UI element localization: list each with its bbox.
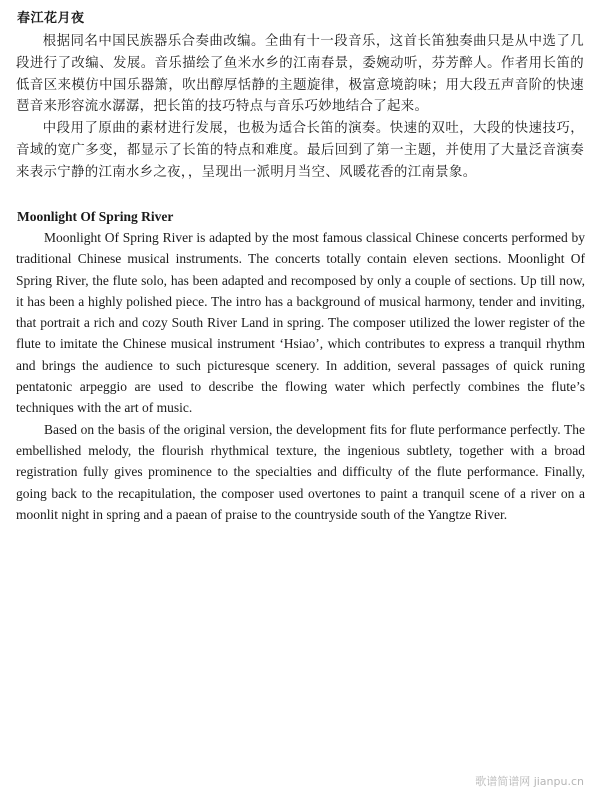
site-watermark: 歌谱简谱网 jianpu.cn: [475, 775, 584, 788]
english-paragraph-2: Based on the basis of the original version, the development fits for flute performance perfectly. The embellished melody, the flourish rhythmical texture, the ingenious subtlety, together with a broad registration fully gives prominence to the specialties and difficulty of the flute performance. Finally, going back to the recapitulation, the composer used overtones to paint a tranquil scene of a river on a moonlit night in spring and a paean of praise to the countryside south of the Yangtze River.: [16, 421, 585, 522]
english-body: [16, 227, 585, 525]
chinese-title: 春江花月夜: [17, 10, 85, 25]
chinese-paragraph-2: 中段用了原曲的素材进行发展，也极为适合长笛的演奏。快速的双吐，大段的快速技巧，音域的宽广多变，都显示了长笛的特点和难度。最后回到了第一主题，并使用了大量泛音演奏来表示宁静的江南水乡之夜，，呈现出一派明月当空、风暖花香的江南景象。: [16, 120, 584, 179]
english-title: Moonlight Of Spring River: [17, 209, 174, 224]
chinese-paragraph-1: 根据同名中国民族器乐合奏曲改编。全曲有十一段音乐，这首长笛独奏曲只是从中选了几段进行了改编、发展。音乐描绘了鱼米水乡的江南春景，委婉动听，芬芳醉人。作者用长笛的低音区来模仿中国乐器箫，吹出醇厚恬静的主题旋律，极富意境韵味；用大段五声音阶的快速琶音来形容流水潺潺，把长笛的技巧特点与音乐巧妙地结合了起来。: [16, 33, 584, 114]
english-paragraph-1: Moonlight Of Spring River is adapted by the most famous classical Chinese concerts performed by traditional Chinese musical instruments. The concerts totally contain eleven sections. Moonlight Of Spring River, the flute solo, has been adapted and recomposed by only a couple of sections. Up till now, it has been a highly polished piece. The intro has a background of musical harmony, tender and inviting, that portrait a rich and cozy South River Land in spring. The composer utilized the lower register of the flute to imitate the Chinese musical instrument ‘Hsiao’, which contributes to express a tranquil rhythm and brings the audience to such picturesque scenery. In addition, several passages of quick runing pentatonic arpeggio are used to describe the flowing water which perfectly combines the flute’s techniques with the art of music.: [16, 230, 585, 416]
chinese-body: [16, 30, 584, 183]
